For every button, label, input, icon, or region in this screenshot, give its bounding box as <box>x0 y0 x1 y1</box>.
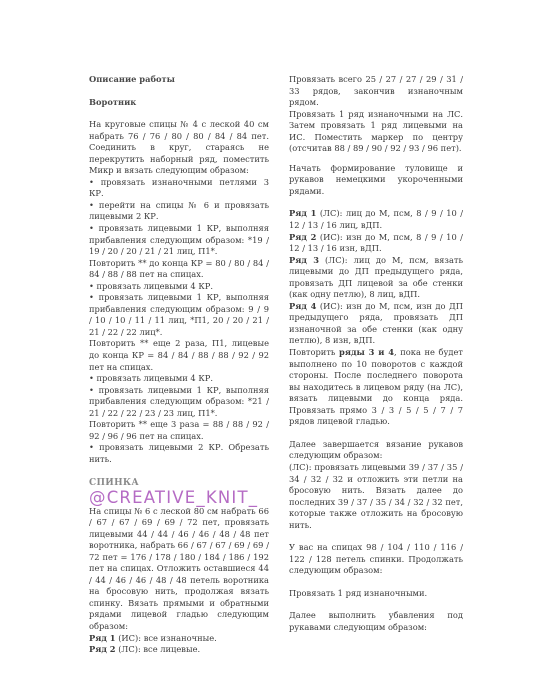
heading-back: СПИНКА <box>89 477 139 488</box>
collar-paragraph: Повторить ** до конца КР = 80 / 80 / 84 / 84 / 88 / 88 пет на спицах. <box>89 257 269 280</box>
row-text: (ИС): все изнаночные. <box>115 632 217 643</box>
row-label: Ряд 2 <box>89 644 116 655</box>
back-row-1 <box>89 633 269 645</box>
row-label: Ряд 4 <box>289 300 317 311</box>
heading-collar: Воротник <box>89 96 137 107</box>
left-column <box>89 74 269 656</box>
collar-bullet: • провязать лицевыми 2 КР. Обрезать нить. <box>89 442 269 464</box>
purl-row-paragraph: Провязать 1 ряд изнаночными. <box>289 587 428 598</box>
repeat-pre: Повторить <box>289 347 340 358</box>
short-row-1 <box>289 208 463 231</box>
sleeves-paragraph: (ЛС): провязать лицевыми 39 / 37 / 35 / 34 / 32 / 32 и отложить эти петли на бросовую нить. Вязать далее до последних 39 / 37 / 35 / 34 / 32 / 32 пет, которые также отложить на бросовую нить. <box>289 461 463 530</box>
right-column <box>289 74 463 634</box>
row-label: Ряд 1 <box>289 208 317 219</box>
collar-bullet: • провязать лицевыми 1 КР, выполняя прибавления следующим образом: *19 / 19 / 20 / 20 / 21 / 21 лиц, П1*. <box>89 223 269 257</box>
back-paragraph: На спицы № 6 с леской 80 см набрать 66 / 67 / 67 / 69 / 69 / 72 пет, провязать лицевыми 44 / 44 / 46 / 46 / 48 / 48 пет воротника, набрать 66 / 67 / 67 / 69 / 69 / 72 пет = 176 / 178 / 180 / 184 / 186 / 192 пет на спицах. Отложить оставшиеся 44 / 44 / 46 / 46 / 48 / 48 петель воротника на бросовую нить, продолжая вязать спинку. Вязать прямыми и обратными рядами лицевой гладью следующим образом: <box>89 505 269 631</box>
decreases-paragraph: Далее выполнить убавления под рукавами следующим образом: <box>289 610 463 632</box>
row-text: (ЛС): лиц до М, псм, 8 / 9 / 10 / 12 / 13 / 16 лиц, вДП. <box>289 208 463 231</box>
row-label: Ряд 1 <box>89 632 116 643</box>
repeat-text: , пока не будет выполнено по 10 поворотов с каждой стороны. После последнего поворота вы находитесь в лицевом ряду (на ЛС), вязать лицевыми до конца ряда. Провязать прямо 3 / 3 / 5 / 5 / 7 / 7 рядов лицевой гладью. <box>289 347 463 427</box>
collar-bullet: • провязать лицевыми 1 КР, выполняя прибавления следующим образом: 9 / 9 / 10 / 10 / 11 / 11 лиц, *П1, 20 / 20 / 21 / 21 / 22 / 22 лиц*. <box>89 292 269 337</box>
repeat-paragraph <box>289 347 463 428</box>
marker-paragraph: Провязать 1 ряд изнаночными на ЛС. Затем провязать 1 ряд лицевыми на ИС. Поместить маркер по центру (отсчитав 88 / 89 / 90 / 92 / 93 / 96 пет). <box>289 108 463 154</box>
back-row-2 <box>89 644 269 656</box>
collar-paragraph: На круговые спицы № 4 с леской 40 см набрать 76 / 76 / 80 / 80 / 84 / 84 пет. Соединить в круг, стараясь не перекрутить наборный ряд, поместить Микр и вязать следующим образом: <box>89 119 269 176</box>
stitch-count-paragraph: У вас на спицах 98 / 104 / 110 / 116 / 122 / 128 петель спинки. Продолжать следующим образом: <box>289 542 463 576</box>
collar-paragraph: Повторить ** еще 3 раза = 88 / 88 / 92 / 92 / 96 / 96 пет на спицах. <box>89 419 269 441</box>
heading-work-description: Описание работы <box>89 74 175 84</box>
short-rows-intro: Начать формирование туловище и рукавов немецкими укороченными рядами. <box>289 162 463 196</box>
collar-bullet: • провязать изнаночными петлями 3 КР. <box>89 176 269 199</box>
short-row-4 <box>289 301 463 347</box>
repeat-label: ряды 3 и 4 <box>339 347 395 358</box>
short-row-2 <box>289 232 463 255</box>
row-label: Ряд 3 <box>289 254 319 265</box>
row-label: Ряд 2 <box>289 231 317 242</box>
row-text: (ЛС): все лицевые. <box>115 644 201 655</box>
collar-bullet: • перейти на спицы № 6 и провязать лицевыми 2 КР. <box>89 199 269 222</box>
row-text: (ИС): изн до М, псм, изн до ДП предыдущего ряда, провязать ДП изнаночной за обе стенки (как одну петлю), 8 изн, вДП. <box>289 300 463 346</box>
rows-total-paragraph: Провязать всего 25 / 27 / 27 / 29 / 31 / 33 рядов, закончив изнаночным рядом. <box>289 74 463 108</box>
row-text: (ЛС): лиц до М, псм, вязать лицевыми до ДП предыдущего ряда, провязать ДП лицевой за обе стенки (как одну петлю), 8 лиц, вДП. <box>289 254 463 300</box>
collar-bullet: • провязать лицевыми 4 КР. <box>89 373 213 384</box>
collar-paragraph: Повторить ** еще 2 раза, П1, лицевые до конца КР = 84 / 84 / 88 / 88 / 92 / 92 пет на спицах. <box>89 338 269 372</box>
collar-bullet: • провязать лицевыми 1 КР, выполняя прибавления следующим образом: *21 / 21 / 22 / 22 / 23 / 23 лиц, П1*. <box>89 384 269 418</box>
row-text: (ИС): изн до М, псм, 8 / 9 / 10 / 12 / 13 / 16 изн, вДП. <box>289 231 463 254</box>
short-row-3 <box>289 255 463 301</box>
sleeves-intro: Далее завершается вязание рукавов следующим образом: <box>289 438 463 461</box>
brand-watermark: @CREATIVE_KNIT_ <box>89 487 259 507</box>
collar-bullet: • провязать лицевыми 4 КР. <box>89 280 213 291</box>
